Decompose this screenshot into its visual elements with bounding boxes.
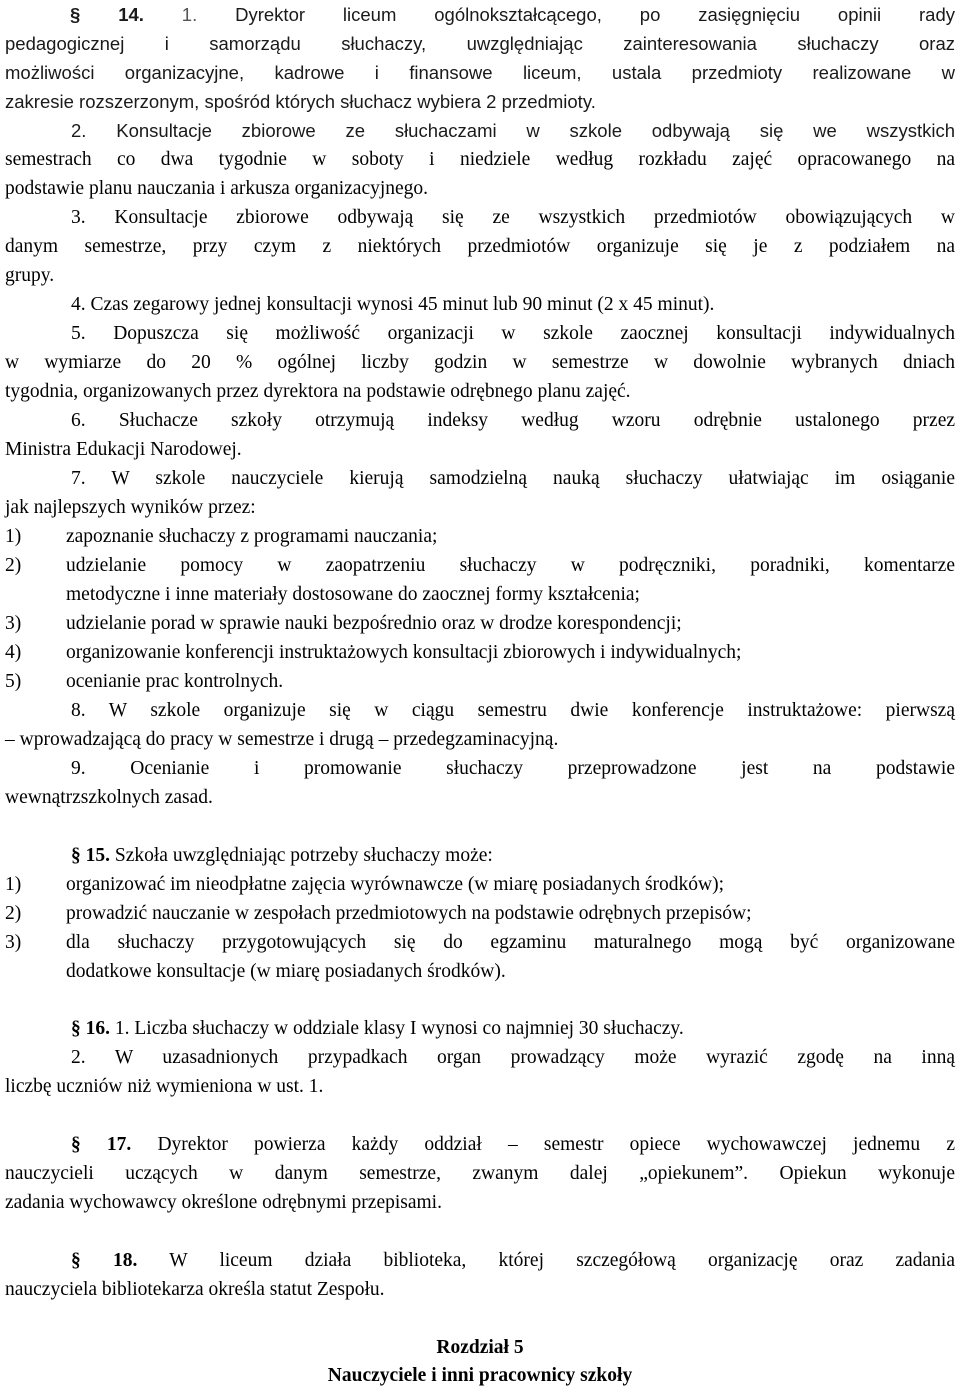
s14-line-3: możliwości organizacyjne, kadrowe i finansowe liceum, ustala przedmioty realizowane w — [5, 62, 955, 83]
s14-p9-line-2: wewnątrzszkolnych zasad. — [5, 787, 213, 808]
s14-line-1 — [5, 0, 955, 29]
s15-item-1-text: organizować im nieodpłatne zajęcia wyrównawcze (w miarę posiadanych środków); — [66, 874, 725, 895]
s15-heading-line — [5, 841, 955, 870]
s14-p2-line-3: podstawie planu nauczania i arkusza organizacyjnego. — [5, 178, 429, 199]
s16-p2-text: 2. W uzasadnionych przypadkach organ prowadzący może wyrazić zgodę na inną — [71, 1047, 955, 1068]
s14-p4-number: 4. — [71, 294, 86, 315]
s14-p6-text: Słuchacze szkoły otrzymują indeksy według wzoru odrębnie ustalonego przez — [118, 410, 956, 431]
s17-line-1 — [5, 1130, 955, 1159]
s14-p2-line-1 — [5, 116, 955, 145]
s14-p8-line-2: – wprowadzającą do pracy w semestrze i drugą – przedegzaminacyjną. — [5, 729, 559, 750]
s14-p3-text: Konsultacje zbiorowe odbywają się ze wszystkich przedmiotów obowiązujących w — [114, 207, 956, 228]
s14-p5-line-3: tygodnia, organizowanych przez dyrektora na podstawie odrębnego planu zajęć. — [5, 381, 631, 402]
s15-item-3-number: 3) — [5, 932, 22, 953]
s14-p3-line-2: danym semestrze, przy czym z niektórych przedmiotów organizuje się je z podziałem na — [5, 236, 955, 257]
s14-p7-item-4-number: 4) — [5, 642, 22, 663]
s14-p5-line-1 — [5, 319, 955, 348]
s16-p2-line-2: liczbę uczniów niż wymieniona w ust. 1. — [5, 1076, 324, 1097]
s14-p3-line-1 — [5, 203, 955, 232]
s14-p1-text: Dyrektor liceum ogólnokształcącego, po zasięgnięciu opinii rady — [235, 4, 956, 25]
s14-p5-text: Dopuszcza się możliwość organizacji w szkole zaocznej konsultacji indywidualnych — [113, 323, 956, 344]
s15-number: 15. — [85, 845, 110, 866]
s14-p7-number: 7. — [71, 468, 86, 489]
s15-intro: Szkoła uwzględniając potrzeby słuchaczy może: — [114, 845, 493, 866]
s14-p7-line-2: jak najlepszych wyników przez: — [5, 497, 256, 518]
s14-p7-item-1-text: zapoznanie słuchaczy z programami nauczania; — [66, 526, 438, 547]
s15-item-2-text: prowadzić nauczanie w zespołach przedmiotowych na podstawie odrębnych przepisów; — [66, 903, 752, 924]
s14-p3-number: 3. — [71, 207, 86, 228]
s15-item-1-number: 1) — [5, 874, 22, 895]
s18-number: 18. — [112, 1250, 138, 1271]
s14-p7-item-2-number: 2) — [5, 555, 22, 576]
s16-p2-line-1 — [5, 1043, 955, 1072]
s14-p5-line-2: w wymiarze do 20 % ogólnej liczby godzin w semestrze w dowolnie wybranych dniach — [5, 352, 955, 373]
s14-p6-line-2: Ministra Edukacji Narodowej. — [5, 439, 242, 460]
s18-line-1 — [5, 1246, 955, 1275]
s16-number: 16. — [85, 1018, 110, 1039]
s18-line-2: nauczyciela bibliotekarza określa statut Zespołu. — [5, 1279, 385, 1300]
s17-text: Dyrektor powierza każdy oddział – semestr opiece wychowawczej jednemu z — [157, 1134, 955, 1155]
s14-p2-line-2: semestrach co dwa tygodnie w soboty i niedziele według rozkładu zajęć opracowanego na — [5, 149, 955, 170]
s14-p7-item-5-number: 5) — [5, 671, 22, 692]
s14-p7-item-1-number: 1) — [5, 526, 22, 547]
s14-number: 14. — [118, 4, 144, 25]
s14-p8-number: 8. — [71, 700, 86, 721]
chapter-subtitle: Nauczyciele i inni pracownicy szkoły — [327, 1365, 633, 1386]
section-mark: § — [71, 1018, 81, 1039]
s14-p7-item-4-text: organizowanie konferencji instruktażowych konsultacji zbiorowych i indywidualnych; — [66, 642, 742, 663]
s14-p8-line-1 — [5, 696, 955, 725]
s14-p5-number: 5. — [71, 323, 86, 344]
s17-line-2: nauczycieli uczących w danym semestrze, zwanym dalej „opiekunem”. Opiekun wykonuje — [5, 1163, 955, 1184]
s14-p7-item-2-text-cont: metodyczne i inne materiały dostosowane do zaocznej formy kształcenia; — [66, 584, 640, 605]
s14-p2-text: Konsultacje zbiorowe ze słuchaczami w szkole odbywają się we wszystkich — [116, 120, 955, 141]
s14-p7-line-1 — [5, 464, 955, 493]
s16-line-1 — [5, 1014, 955, 1043]
s17-line-3: zadania wychowawcy określone odrębnymi przepisami. — [5, 1192, 442, 1213]
s14-p2-number: 2. — [71, 120, 87, 141]
section-mark: § — [71, 1134, 81, 1155]
s14-p9-text: Ocenianie i promowanie słuchaczy przeprowadzone jest na podstawie — [130, 758, 956, 779]
s14-p6-line-1 — [5, 406, 955, 435]
s17-number: 17. — [106, 1134, 132, 1155]
s14-sub-number: 1. — [181, 4, 198, 25]
section-mark: § — [71, 1250, 81, 1271]
s14-p7-item-3-text: udzielanie porad w sprawie nauki bezpośrednio oraz w drodze korespondencji; — [66, 613, 682, 634]
s18-text: W liceum działa biblioteka, której szczegółową organizację oraz zadania — [169, 1250, 956, 1271]
s14-p8-text: W szkole organizuje się w ciągu semestru dwie konferencje instruktażowe: pierwszą — [108, 700, 955, 721]
s14-p4-text: Czas zegarowy jednej konsultacji wynosi 45 minut lub 90 minut (2 x 45 minut). — [90, 294, 715, 315]
s14-p3-line-3: grupy. — [5, 265, 55, 286]
chapter-title: Rozdział 5 — [436, 1337, 524, 1358]
s14-line-2: pedagogicznej i samorządu słuchaczy, uwzględniając zainteresowania słuchaczy oraz — [5, 33, 955, 54]
s14-p6-number: 6. — [71, 410, 86, 431]
s14-p7-item-2-text: udzielanie pomocy w zaopatrzeniu słuchaczy w podręczniki, poradniki, komentarze — [66, 555, 955, 576]
s15-item-3-text-cont: dodatkowe konsultacje (w miarę posiadanych środków). — [66, 961, 506, 982]
s14-p7-text: W szkole nauczyciele kierują samodzielną nauką słuchaczy ułatwiając im osiąganie — [111, 468, 955, 489]
s14-line-4: zakresie rozszerzonym, spośród których słuchacz wybiera 2 przedmioty. — [5, 91, 596, 112]
section-mark: § — [70, 4, 81, 25]
section-mark: § — [71, 845, 81, 866]
s14-p9-line-1 — [5, 754, 955, 783]
s15-item-3-text: dla słuchaczy przygotowujących się do egzaminu maturalnego mogą być organizowane — [66, 932, 955, 953]
s14-p7-item-3-number: 3) — [5, 613, 22, 634]
s14-p9-number: 9. — [71, 758, 86, 779]
s14-p4-line-1 — [5, 290, 955, 319]
s15-item-2-number: 2) — [5, 903, 22, 924]
s14-p7-item-5-text: ocenianie prac kontrolnych. — [66, 671, 284, 692]
s16-p1-text: 1. Liczba słuchaczy w oddziale klasy I wynosi co najmniej 30 słuchaczy. — [114, 1018, 684, 1039]
